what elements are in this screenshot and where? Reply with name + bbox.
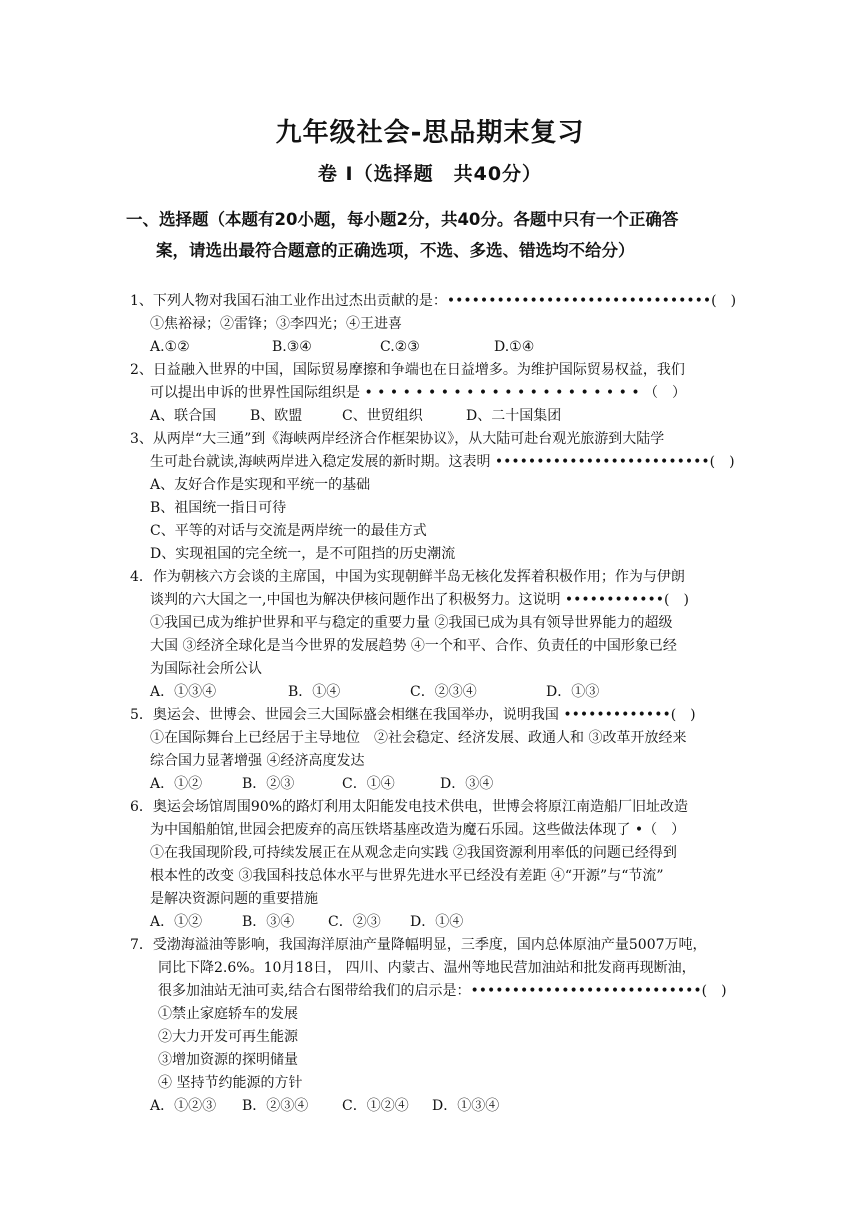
section-line-1: 一、选择题（本题有20小题，每小题2分，共40分。各题中只有一个正确答 <box>126 210 679 229</box>
question-7-option-a: A．①②③ <box>150 1098 217 1114</box>
page-title: 九年级社会-思品期末复习 <box>275 118 585 148</box>
question-5-option-a: A．①② <box>150 776 203 792</box>
question-2-stem-line-2: 可以提出申诉的世界性国际组织是 • • • • • • • • • • • • • • • • • • • • • • （ ） <box>150 385 687 401</box>
question-3-option-b: B、祖国统一指日可待 <box>150 500 287 516</box>
question-4-option-a: A．①③④ <box>150 684 217 700</box>
question-1-stem: 1、下列人物对我国石油工业作出过杰出贡献的是：••••••••••••••••••••••••••••••••( ) <box>130 293 737 309</box>
question-4-stem-line-5: 为国际社会所公认 <box>150 661 262 677</box>
question-4-stem-line-4: 大国 ③经济全球化是当今世界的发展趋势 ④一个和平、合作、负责任的中国形象已经 <box>150 638 677 654</box>
question-3-option-c: C、平等的对话与交流是两岸统一的最佳方式 <box>150 523 427 539</box>
question-6-stem-line-3: ①在我国现阶段,可持续发展正在从观念走向实践 ②我国资源利用率低的问题已经得到 <box>150 845 677 861</box>
section-instructions <box>126 204 746 266</box>
question-3-option-a: A、友好合作是实现和平统一的基础 <box>150 477 371 493</box>
question-7-item-2: ②大力开发可再生能源 <box>158 1029 298 1045</box>
question-6-stem-line-5: 是解决资源问题的重要措施 <box>150 891 318 907</box>
question-2-option-c: C、世贸组织 <box>342 408 423 424</box>
question-1-option-b: B.③④ <box>272 339 312 355</box>
question-1-option-c: C.②③ <box>380 339 420 355</box>
question-4-option-b: B．①④ <box>288 684 341 700</box>
question-6-stem-line-1: 6．奥运会场馆周围90%的路灯利用太阳能发电技术供电，世博会将原江南造船厂旧址改造 <box>130 799 689 815</box>
question-6-stem-line-2: 为中国船舶馆,世园会把废弃的高压铁塔基座改造为魔石乐园。这些做法体现了 •（ ） <box>150 822 686 838</box>
question-7-option-b: B．②③④ <box>242 1098 309 1114</box>
question-6-option-b: B．③④ <box>242 914 295 930</box>
question-2-option-b: B、欧盟 <box>250 408 303 424</box>
question-5-option-b: B．②③ <box>242 776 295 792</box>
question-2-option-a: A、联合国 <box>150 408 217 424</box>
question-3-option-d: D、实现祖国的完全统一，是不可阻挡的历史潮流 <box>150 546 456 562</box>
question-7-option-c: C．①②④ <box>342 1098 409 1114</box>
question-4-option-c: C．②③④ <box>410 684 477 700</box>
question-1-items: ①焦裕禄；②雷锋；③李四光；④王进喜 <box>150 316 402 332</box>
question-7-option-d: D．①③④ <box>432 1098 500 1114</box>
question-1-option-d: D.①④ <box>494 339 535 355</box>
question-7-stem-line-1: 7．受渤海溢油等影响，我国海洋原油产量降幅明显，三季度，国内总体原油产量5007万吨， <box>130 937 707 953</box>
question-4-stem-line-3: ①我国已成为维护世界和平与稳定的重要力量 ②我国已成为具有领导世界能力的超级 <box>150 615 673 631</box>
paper-subtitle: 卷 Ⅰ（选择题 共40分） <box>317 163 543 185</box>
question-3-stem-line-2: 生可赴台就读,海峡两岸进入稳定发展的新时期。这表明 ••••••••••••••••••••••••••( ) <box>150 454 735 470</box>
question-2-option-d: D、二十国集团 <box>466 408 562 424</box>
question-7-item-1: ①禁止家庭轿车的发展 <box>158 1006 298 1022</box>
question-5-option-c: C．①④ <box>342 776 395 792</box>
question-4-stem-line-1: 4．作为朝核六方会谈的主席国，中国为实现朝鲜半岛无核化发挥着积极作用；作为与伊朗 <box>130 569 685 585</box>
question-6-option-d: D．①④ <box>410 914 464 930</box>
question-5-stem-line-3: 综合国力显著增强 ④经济高度发达 <box>150 753 365 769</box>
question-3-stem-line-1: 3、从两岸“大三通”到《海峡两岸经济合作框架协议》，从大陆可赴台观光旅游到大陆学 <box>130 431 665 447</box>
question-5-option-d: D．③④ <box>440 776 494 792</box>
section-line-2: 案，请选出最符合题意的正确选项，不选、多选、错选均不给分） <box>156 241 635 260</box>
question-7-item-3: ③增加资源的探明储量 <box>158 1052 298 1068</box>
question-6-option-c: C．②③ <box>328 914 381 930</box>
question-7-item-4: ④ 坚持节约能源的方针 <box>158 1075 303 1091</box>
question-1-option-a: A.①② <box>150 339 190 355</box>
question-5-stem-line-1: 5．奥运会、世博会、世园会三大国际盛会相继在我国举办，说明我国 •••••••••••••( ) <box>130 707 696 723</box>
question-5-stem-line-2: ①在国际舞台上已经居于主导地位 ②社会稳定、经济发展、政通人和 ③改革开放经来 <box>150 730 687 746</box>
question-7-stem-line-2: 同比下降2.6%。10月18日， 四川、内蒙古、温州等地民营加油站和批发商再现断油， <box>158 960 696 976</box>
question-6-stem-line-4: 根本性的改变 ③我国科技总体水平与世界先进水平已经没有差距 ④“开源”与“节流” <box>150 868 664 884</box>
question-4-option-d: D．①③ <box>546 684 600 700</box>
question-6-option-a: A．①② <box>150 914 203 930</box>
question-7-stem-line-3: 很多加油站无油可卖,结合右图带给我们的启示是：••••••••••••••••••••••••••••( ) <box>158 983 727 999</box>
question-4-stem-line-2: 谈判的六大国之一,中国也为解决伊核问题作出了积极努力。这说明 ••••••••••••( ) <box>150 592 689 608</box>
question-2-stem-line-1: 2、日益融入世界的中国，国际贸易摩擦和争端也在日益增多。为维护国际贸易权益，我们 <box>130 362 685 378</box>
